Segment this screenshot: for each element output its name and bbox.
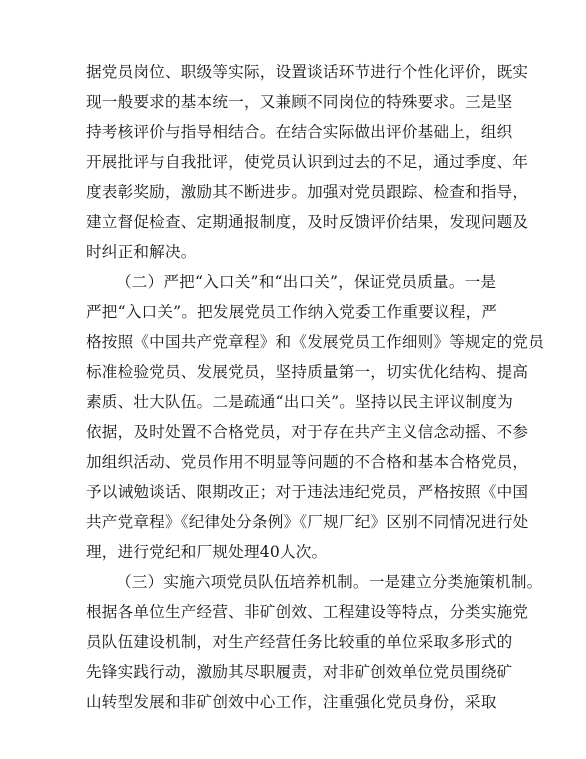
text-line-22: 山转型发展和非矿创效中心工作，注重强化党员身份，采取 bbox=[86, 693, 497, 711]
text-line-21: 先锋实践行动，激励其尽职履责，对非矿创效单位党员围绕矿 bbox=[86, 663, 513, 681]
text-line-15: 予以诫勉谈话、限期改正；对于违法违纪党员，严格按照《中国 bbox=[86, 483, 529, 501]
paragraph-2-first-line: （二）严把“入口关”和“出口关”，保证党员质量。一是 bbox=[116, 273, 497, 291]
text-line-5: 度表彰奖励，激励其不断进步。加强对党员跟踪、检查和指导， bbox=[86, 183, 529, 201]
text-line-9: 严把“入口关”。把发展党员工作纳入党委工作重要议程，严 bbox=[86, 303, 498, 321]
text-line-1: 据党员岗位、职级等实际，设置谈话环节进行个性化评价，既实 bbox=[86, 63, 529, 81]
text-line-11: 标准检验党员、发展党员，坚持质量第一，切实优化结构、提高 bbox=[86, 363, 529, 381]
text-line-7: 时纠正和解决。 bbox=[86, 243, 197, 261]
text-line-3: 持考核评价与指导相结合。在结合实际做出评价基础上，组织 bbox=[86, 123, 513, 141]
paragraph-3-first-line: （三）实施六项党员队伍培养机制。一是建立分类施策机制。 bbox=[116, 573, 543, 591]
text-line-14: 加组织活动、党员作用不明显等问题的不合格和基本合格党员， bbox=[86, 453, 529, 471]
text-line-4: 开展批评与自我批评，使党员认识到过去的不足，通过季度、年 bbox=[86, 153, 529, 171]
text-line-20: 员队伍建设机制，对生产经营任务比较重的单位采取多形式的 bbox=[86, 633, 513, 651]
text-line-12: 素质、壮大队伍。二是疏通“出口关”。坚持以民主评议制度为 bbox=[86, 393, 513, 411]
text-line-10: 格按照《中国共产党章程》和《发展党员工作细则》等规定的党员 bbox=[86, 333, 545, 351]
text-line-19: 根据各单位生产经营、非矿创效、工程建设等特点，分类实施党 bbox=[86, 603, 529, 621]
text-line-2: 现一般要求的基本统一，又兼顾不同岗位的特殊要求。三是坚 bbox=[86, 93, 513, 111]
text-line-17: 理，进行党纪和厂规处理40人次。 bbox=[86, 543, 328, 561]
text-line-16: 共产党章程》《纪律处分条例》《厂规厂纪》区别不同情况进行处 bbox=[86, 513, 529, 531]
text-line-6: 建立督促检查、定期通报制度，及时反馈评价结果，发现问题及 bbox=[86, 213, 529, 231]
text-line-13: 依据，及时处置不合格党员，对于存在共产主义信念动摇、不参 bbox=[86, 423, 529, 441]
